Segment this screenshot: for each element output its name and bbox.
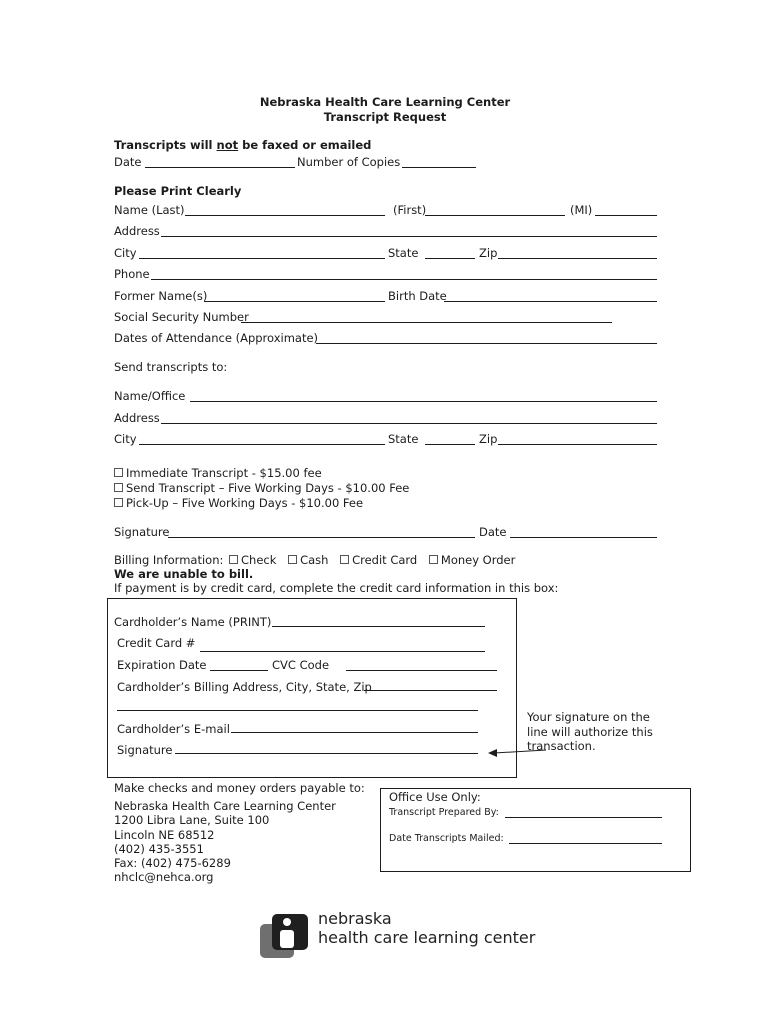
mailed-label: Date Transcripts Mailed:	[389, 833, 504, 844]
address-field[interactable]	[161, 236, 657, 237]
send-state-label: State	[388, 432, 419, 446]
billing-check: Check	[241, 553, 277, 567]
option-send[interactable]	[114, 481, 409, 495]
checkbox-icon[interactable]	[114, 483, 123, 492]
authorize-note-line: transaction.	[527, 739, 596, 753]
authorize-note-line: Your signature on the	[527, 710, 650, 724]
logo-text-center: health care learning center	[318, 928, 536, 947]
prepared-by-label: Transcript Prepared By:	[389, 807, 499, 818]
city-label: City	[114, 246, 137, 260]
former-names-field[interactable]	[204, 301, 385, 302]
address-label: Address	[114, 224, 160, 238]
nhclc-logo	[260, 910, 310, 960]
organization-title: Nebraska Health Care Learning Center	[259, 95, 511, 109]
card-signature-label: Signature	[117, 743, 173, 757]
authorize-note	[527, 710, 653, 754]
send-zip-field[interactable]	[498, 444, 657, 445]
payable-email: nhclc@nehca.org	[114, 870, 214, 885]
checkbox-icon[interactable]	[429, 555, 438, 564]
expiration-label: Expiration Date	[117, 658, 207, 672]
option-send-label: Send Transcript – Five Working Days - $10.00 Fee	[126, 481, 410, 495]
name-last-field[interactable]	[185, 215, 385, 216]
option-immediate[interactable]	[114, 466, 322, 480]
authorize-note-line: line will authorize this	[527, 724, 653, 739]
send-name-office-field[interactable]	[190, 401, 657, 402]
payable-city: Lincoln NE 68512	[114, 827, 215, 842]
date-field[interactable]	[145, 167, 295, 168]
payable-street: 1200 Libra Lane, Suite 100	[114, 813, 270, 828]
send-zip-label: Zip	[479, 432, 498, 446]
payable-org: Nebraska Health Care Learning Center	[114, 799, 336, 813]
send-to-heading: Send transcripts to:	[114, 360, 228, 374]
unable-to-bill: We are unable to bill.	[114, 567, 254, 581]
birth-date-label: Birth Date	[388, 289, 447, 303]
payable-phone: (402) 435-3551	[114, 841, 204, 856]
copies-label: Number of Copies	[297, 155, 401, 169]
checkbox-icon[interactable]	[229, 555, 238, 564]
fax-notice-suffix: be faxed or emailed	[238, 138, 372, 152]
card-signature-field[interactable]	[175, 753, 478, 754]
signature-field[interactable]	[168, 537, 475, 538]
billing-address-label: Cardholder’s Billing Address, City, State, Zip	[117, 680, 372, 694]
card-number-label: Credit Card #	[117, 636, 196, 650]
name-mi-field[interactable]	[595, 215, 657, 216]
cvc-field[interactable]	[346, 670, 497, 671]
billing-row	[114, 553, 515, 567]
send-name-office-label: Name/Office	[114, 389, 186, 403]
send-city-field[interactable]	[139, 444, 385, 445]
credit-card-instruction: If payment is by credit card, complete the credit card information in this box:	[114, 581, 559, 595]
ssn-field[interactable]	[241, 322, 612, 323]
name-last-label: Name (Last)	[114, 203, 185, 217]
state-field[interactable]	[425, 258, 475, 259]
checkbox-icon[interactable]	[114, 498, 123, 507]
signature-date-field[interactable]	[510, 537, 657, 538]
send-state-field[interactable]	[425, 444, 475, 445]
signature-date-label: Date	[479, 525, 507, 539]
expiration-field[interactable]	[210, 670, 268, 671]
logo-figure-head	[283, 918, 291, 926]
checkbox-icon[interactable]	[340, 555, 349, 564]
checkbox-icon[interactable]	[288, 555, 297, 564]
fax-notice-emphasis: not	[216, 138, 239, 152]
signature-label: Signature	[114, 525, 170, 539]
attendance-field[interactable]	[316, 343, 657, 344]
billing-label: Billing Information:	[114, 553, 224, 567]
city-field[interactable]	[139, 258, 385, 259]
billing-money-order: Money Order	[440, 553, 516, 567]
date-label: Date	[114, 155, 142, 169]
attendance-label: Dates of Attendance (Approximate)	[114, 331, 319, 345]
payable-fax: Fax: (402) 475-6289	[114, 856, 231, 871]
mailed-field[interactable]	[509, 843, 662, 844]
cvc-label: CVC Code	[272, 658, 330, 672]
billing-address-field-2[interactable]	[117, 710, 478, 711]
option-immediate-label: Immediate Transcript - $15.00 fee	[126, 466, 322, 480]
copies-field[interactable]	[402, 167, 476, 168]
former-names-label: Former Name(s)	[114, 289, 208, 303]
card-number-field[interactable]	[200, 651, 485, 652]
print-clearly-heading: Please Print Clearly	[114, 184, 242, 198]
phone-field[interactable]	[151, 279, 657, 280]
logo-text-nebraska: nebraska	[318, 909, 392, 928]
billing-credit-card: Credit Card	[352, 553, 418, 567]
fax-notice-prefix: Transcripts will	[114, 138, 217, 152]
option-pickup[interactable]	[114, 496, 363, 510]
phone-label: Phone	[114, 267, 150, 281]
payable-heading: Make checks and money orders payable to:	[114, 781, 365, 795]
cardholder-email-label: Cardholder’s E-mail	[117, 722, 230, 736]
zip-label: Zip	[479, 246, 498, 260]
name-first-field[interactable]	[425, 215, 565, 216]
state-label: State	[388, 246, 419, 260]
cardholder-name-field[interactable]	[272, 626, 485, 627]
name-first-label: (First)	[393, 203, 427, 217]
billing-address-field-1[interactable]	[364, 690, 497, 691]
prepared-by-field[interactable]	[505, 817, 662, 818]
checkbox-icon[interactable]	[114, 468, 123, 477]
cardholder-name-label: Cardholder’s Name (PRINT)	[114, 615, 272, 629]
cardholder-email-field[interactable]	[231, 732, 478, 733]
payable-address-block	[114, 799, 336, 885]
send-address-label: Address	[114, 411, 160, 425]
office-use-heading: Office Use Only:	[389, 790, 481, 804]
ssn-label: Social Security Number	[114, 310, 249, 324]
name-mi-label: (MI)	[570, 203, 593, 217]
logo-figure-body	[280, 930, 294, 948]
option-pickup-label: Pick-Up – Five Working Days - $10.00 Fee	[126, 496, 364, 510]
birth-date-field[interactable]	[444, 301, 657, 302]
send-city-label: City	[114, 432, 137, 446]
document-title: Transcript Request	[323, 110, 447, 124]
billing-cash: Cash	[300, 553, 329, 567]
send-address-field[interactable]	[161, 423, 657, 424]
zip-field[interactable]	[498, 258, 657, 259]
fax-notice	[114, 138, 371, 152]
